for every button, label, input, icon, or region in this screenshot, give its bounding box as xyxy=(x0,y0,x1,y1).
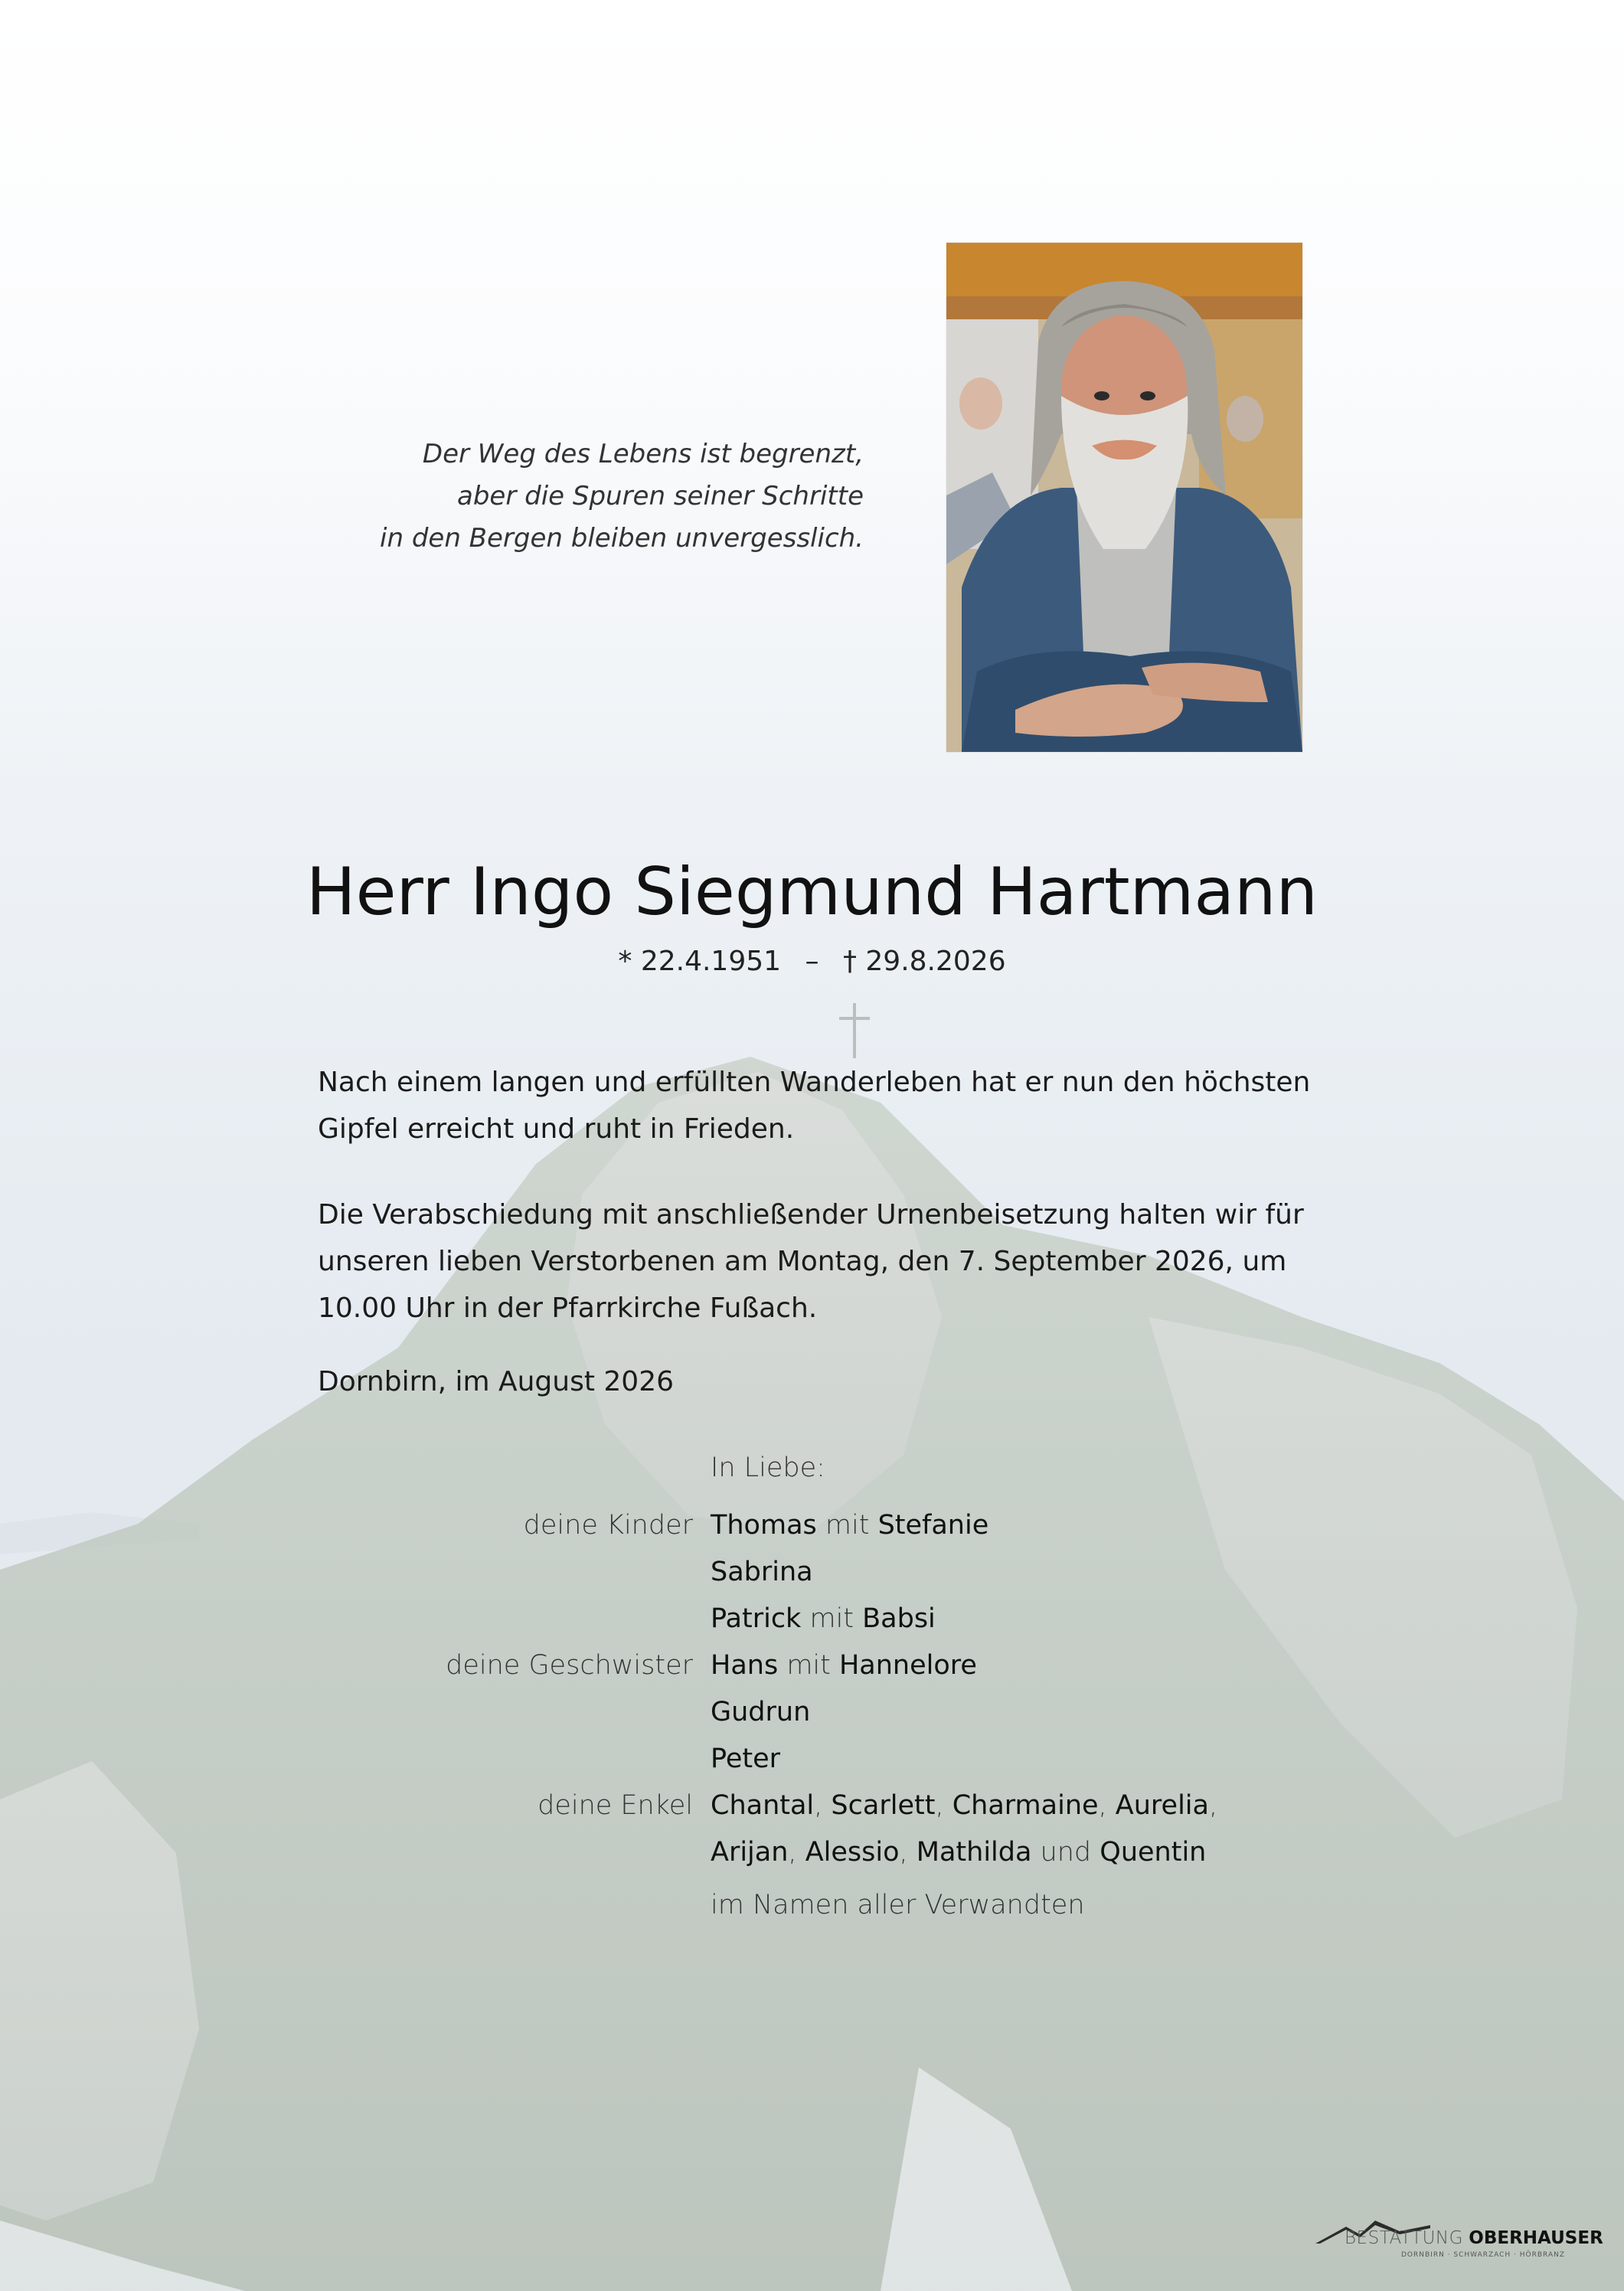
name-connector: , xyxy=(1208,1790,1218,1821)
funeral-home-logo xyxy=(1315,2208,1603,2262)
name-connector: , xyxy=(1098,1790,1116,1821)
family-member-name: Hans xyxy=(711,1650,779,1681)
date-separator: – xyxy=(805,946,819,977)
obituary-paragraph: Nach einem langen und erfüllten Wanderleben hat er nun den höchsten Gipfel erreicht und ruht in Frieden. xyxy=(318,1067,1311,1145)
family-group-label: deine Enkel xyxy=(538,1790,693,1821)
logo-wordmark xyxy=(1345,2228,1603,2248)
funeral-paragraph: Die Verabschiedung mit anschließender Urnenbeisetzung halten wir für unseren lieben Verstorbenen am Montag, den 7. September 2026, um 10.00 Uhr in der Pfarrkirche Fußach. xyxy=(318,1199,1304,1324)
name-connector: und xyxy=(1031,1837,1100,1868)
family-names xyxy=(711,1650,977,1681)
family-intro-row xyxy=(0,1453,1624,1499)
name-connector: , xyxy=(788,1837,805,1868)
death-date: † 29.8.2026 xyxy=(842,946,1006,977)
logo-subline: DORNBIRN · SCHWARZACH · HÖRBRANZ xyxy=(1401,2251,1565,2259)
name-connector: mit xyxy=(816,1510,878,1541)
family-row xyxy=(0,1650,1624,1697)
quote-line: in den Bergen bleiben unvergesslich. xyxy=(380,523,864,554)
logo-prefix: BESTATTUNG xyxy=(1345,2228,1463,2248)
memorial-quote xyxy=(328,433,864,560)
family-member-name: Peter xyxy=(711,1744,781,1774)
family-names xyxy=(711,1744,780,1774)
name-connector: , xyxy=(899,1837,917,1868)
family-row xyxy=(0,1837,1624,1884)
family-member-name: Chantal xyxy=(711,1790,815,1821)
family-group-label: deine Geschwister xyxy=(446,1650,693,1681)
family-member-name: Quentin xyxy=(1100,1837,1207,1868)
family-names xyxy=(711,1790,1217,1821)
family-row xyxy=(0,1510,1624,1557)
family-member-name: Patrick xyxy=(711,1603,802,1634)
family-closing-row xyxy=(0,1890,1624,1936)
place-date: , im August 2026 xyxy=(437,1366,675,1397)
family-member-name: Scarlett xyxy=(831,1790,936,1821)
family-row xyxy=(0,1790,1624,1837)
family-row xyxy=(0,1603,1624,1650)
family-row xyxy=(0,1744,1624,1790)
quote-line: aber die Spuren seiner Schritte xyxy=(456,481,864,511)
name-connector: , xyxy=(935,1790,953,1821)
deceased-name: Herr Ingo Siegmund Hartmann xyxy=(306,854,1318,930)
family-member-name: Arijan xyxy=(711,1837,789,1868)
family-intro: In Liebe: xyxy=(711,1453,825,1483)
family-closing: im Namen aller Verwandten xyxy=(711,1890,1085,1920)
family-names xyxy=(711,1837,1206,1868)
name-connector: mit xyxy=(801,1603,863,1634)
family-names xyxy=(711,1557,813,1587)
family-group-label: deine Kinder xyxy=(523,1510,693,1541)
family-member-name: Thomas xyxy=(711,1510,817,1541)
family-member-name: Aurelia xyxy=(1115,1790,1209,1821)
portrait-photo xyxy=(946,243,1302,752)
family-member-name: Alessio xyxy=(805,1837,900,1868)
family-names xyxy=(711,1697,810,1727)
family-member-name: Hannelore xyxy=(838,1650,977,1681)
family-row xyxy=(0,1557,1624,1603)
family-member-name: Babsi xyxy=(862,1603,936,1634)
quote-line: Der Weg des Lebens ist begrenzt, xyxy=(422,439,864,469)
family-names xyxy=(711,1510,988,1541)
name-connector: mit xyxy=(778,1650,839,1681)
place-and-date xyxy=(318,1366,674,1397)
life-dates xyxy=(0,946,1624,977)
place-city: Dornbirn xyxy=(318,1366,438,1397)
family-member-name: Stefanie xyxy=(877,1510,989,1541)
logo-name: OBERHAUSER xyxy=(1469,2228,1603,2248)
name-connector: , xyxy=(814,1790,832,1821)
family-member-name: Gudrun xyxy=(711,1697,811,1727)
family-member-name: Mathilda xyxy=(916,1837,1032,1868)
family-row xyxy=(0,1697,1624,1744)
family-member-name: Sabrina xyxy=(711,1557,813,1587)
birth-date: * 22.4.1951 xyxy=(618,946,782,977)
family-names xyxy=(711,1603,936,1634)
family-member-name: Charmaine xyxy=(952,1790,1099,1821)
